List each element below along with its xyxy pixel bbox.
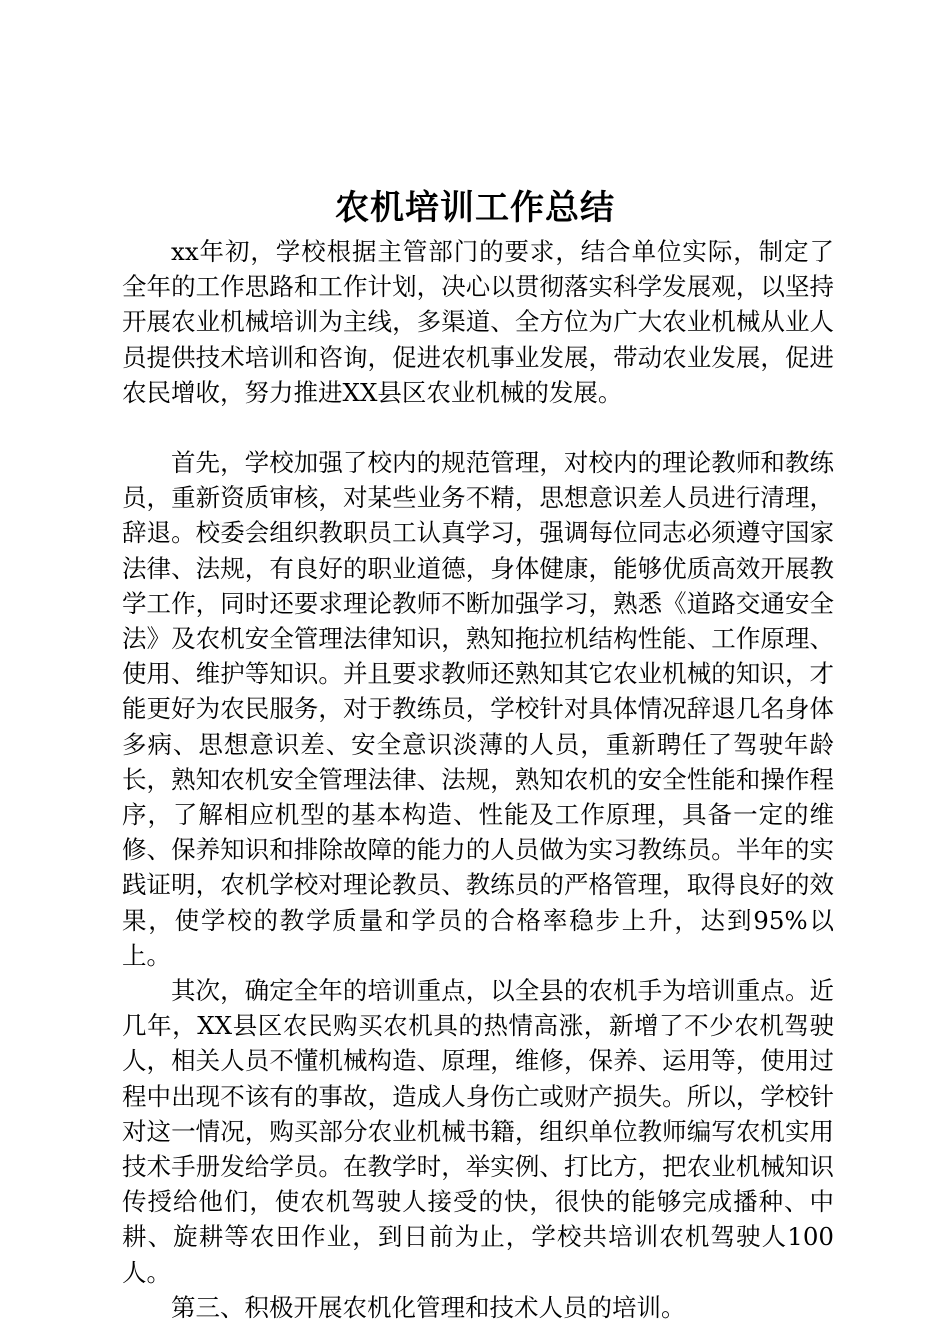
paragraph-second: 其次，确定全年的培训重点，以全县的农机手为培训重点。近几年，XX县区农民购买农机具的热情高涨，新增了不少农机驾驶人，相关人员不懂机械构造、原理，维修，保养、运用等，使用过程中出现不该有的事故，造成人身伤亡或财产损失。所以，学校针对这一情况，购买部分农业机械书籍，组织单位教师编写农机实用技术手册发给学员。在教学时，举实例、打比方，把农业机械知识传授给他们，使农机驾驶人接受的快，很快的能够完成播种、中耕、旋耕等农田作业，到日前为止，学校共培训农机驾驶人100人。	[122, 976, 834, 1287]
paragraph-third: 第三、积极开展农机化管理和技术人员的培训。	[171, 1292, 686, 1322]
paragraph-first: 首先，学校加强了校内的规范管理，对校内的理论教师和教练员，重新资质审核，对某些业务不精，思想意识差人员进行清理，辞退。校委会组织教职员工认真学习，强调每位同志必须遵守国家法律、法规，有良好的职业道德，身体健康，能够优质高效开展教学工作，同时还要求理论教师不断加强学习，熟悉《道路交通安全法》及农机安全管理法律知识，熟知拖拉机结构性能、工作原理、使用、维护等知识。并且要求教师还熟知其它农业机械的知识，才能更好为农民服务，对于教练员，学校针对具体情况辞退几名身体多病、思想意识差、安全意识淡薄的人员，重新聘任了驾驶年龄长，熟知农机安全管理法律、法规，熟知农机的安全性能和操作程序，了解相应机型的基本构造、性能及工作原理，具备一定的维修、保养知识和排除故障的能力的人员做为实习教练员。半年的实践证明，农机学校对理论教员、教练员的严格管理，取得良好的效果，使学校的教学质量和学员的合格率稳步上升，达到95%以上。	[122, 448, 834, 970]
paragraph-intro: xx年初，学校根据主管部门的要求，结合单位实际，制定了全年的工作思路和工作计划，决心以贯彻落实科学发展观，以坚持开展农业机械培训为主线，多渠道、全方位为广大农业机械从业人员提供技术培训和咨询，促进农机事业发展，带动农业发展，促进农民增收，努力推进XX县区农业机械的发展。	[122, 237, 834, 407]
document-body	[122, 234, 834, 1325]
document-title: 农机培训工作总结	[335, 188, 615, 228]
